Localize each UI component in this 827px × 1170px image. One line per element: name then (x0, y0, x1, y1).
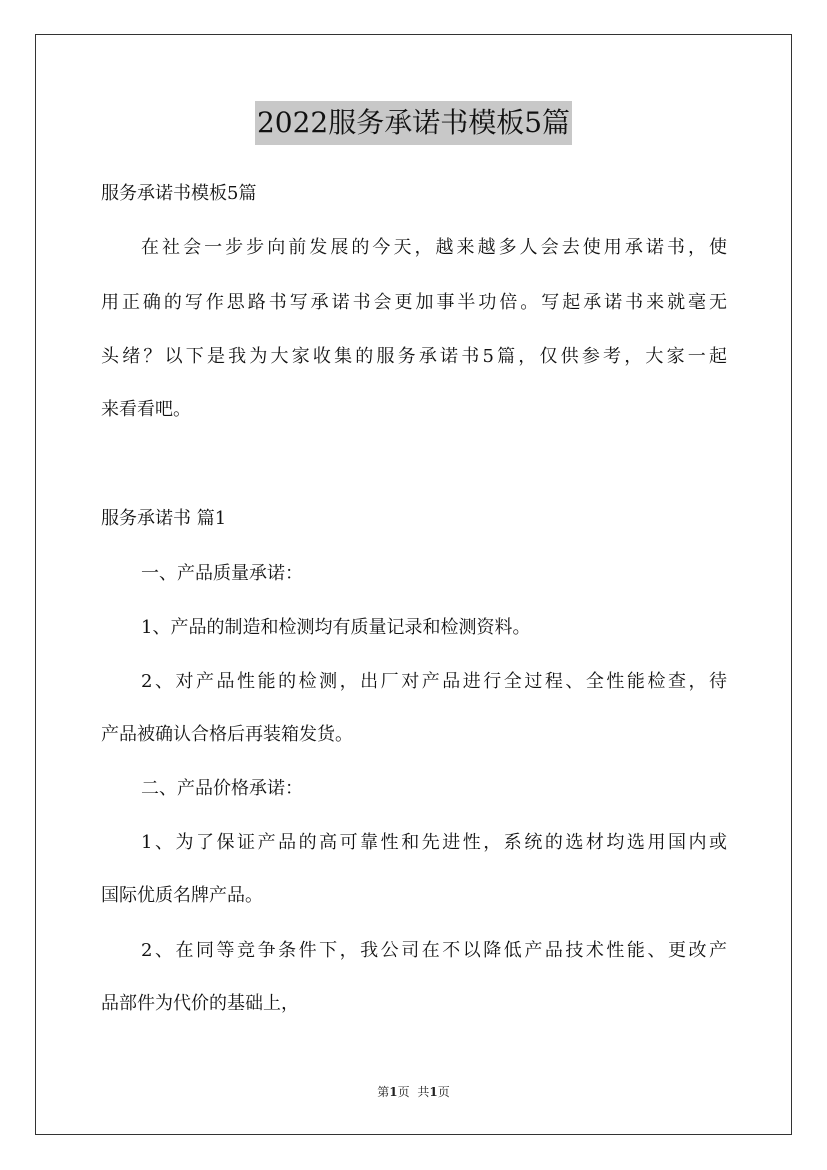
paragraph-line: 国际优质名牌产品。 (101, 885, 263, 906)
document-title: 2022服务承诺书模板5篇 (255, 101, 572, 145)
subtitle-line: 服务承诺书模板5篇 (101, 183, 257, 204)
footer-total-prefix: 共 (417, 1085, 430, 1099)
footer-page-suffix: 页 (397, 1085, 410, 1099)
paragraph-line: 1、为了保证产品的高可靠性和先进性，系统的选材均选用国内或 (141, 832, 727, 853)
paragraph-line: 2、在同等竞争条件下，我公司在不以降低产品技术性能、更改产 (141, 940, 727, 961)
paragraph-line: 来看看吧。 (101, 399, 191, 420)
paragraph-line: 1、产品的制造和检测均有质量记录和检测资料。 (141, 617, 531, 638)
footer-total-suffix: 页 (437, 1085, 450, 1099)
sub-heading: 一、产品质量承诺： (141, 563, 303, 584)
footer-page-number: 1 (389, 1085, 398, 1099)
paragraph-line: 头绪？以下是我为大家收集的服务承诺书5篇，仅供参考，大家一起 (101, 346, 727, 367)
paragraph-line: 用正确的写作思路书写承诺书会更加事半功倍。写起承诺书来就毫无 (101, 292, 727, 313)
section-heading: 服务承诺书 篇1 (101, 508, 227, 529)
page-footer (0, 1084, 827, 1100)
footer-page-prefix: 第 (377, 1085, 390, 1099)
paragraph-line: 产品被确认合格后再装箱发货。 (101, 724, 353, 745)
title-container (0, 101, 827, 145)
sub-heading: 二、产品价格承诺： (141, 778, 303, 799)
paragraph-line: 品部件为代价的基础上， (101, 993, 299, 1014)
footer-total-number: 1 (429, 1085, 438, 1099)
paragraph-line: 在社会一步步向前发展的今天，越来越多人会去使用承诺书，使 (141, 237, 727, 258)
paragraph-line: 2、对产品性能的检测，出厂对产品进行全过程、全性能检查，待 (141, 671, 727, 692)
